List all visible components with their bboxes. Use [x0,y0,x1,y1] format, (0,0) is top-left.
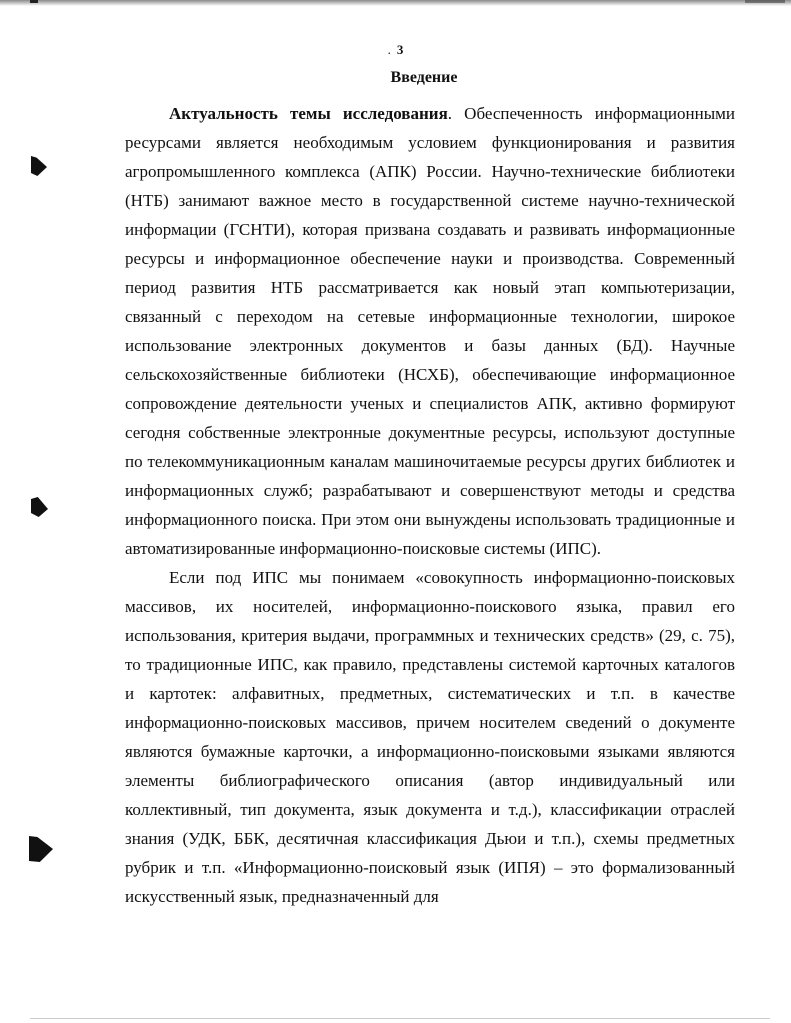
body-text [125,99,735,911]
punch-mark-icon [31,497,48,517]
punch-mark-icon [31,156,47,176]
punch-mark-icon [29,836,53,862]
paragraph-ips-definition: Если под ИПС мы понимаем «совокупность информационно-поисковых массивов, их носителей, информационно-поискового языка, правил его использования, критерия выдачи, программных и технических средств» (29, с. 75), то традиционные ИПС, как правило, представлены системой карточных каталогов и картотек: алфавитных, предметных, систематических и т.п. в качестве информационно-поисковых массивов, причем носителем сведений о документе являются бумажные карточки, а информационно-поисковыми языками являются элементы библиографического описания (автор индивидуальный или коллективный, тип документа, язык документа и т.д.), классификации отраслей знания (УДК, ББК, десятичная классификация Дьюи и т.п.), схемы предметных рубрик и т.п. «Информационно-поисковый язык (ИПЯ) – это формализованный искусственный язык, предназначенный для [125,568,735,906]
paragraph-lead: Актуальность темы исследования [169,104,448,123]
scan-bottom-line [30,1018,770,1019]
page-title: Введение [390,69,458,86]
scan-top-edge [0,0,791,6]
paragraph-relevance-text: . Обеспеченность информационными ресурсами является необходимым условием функционирования и развития агропромышленного комплекса (АПК) России. Научно-технические библиотеки (НТБ) занимают важное место в государственной системе научно-технической информации (ГСНТИ), которая призвана создавать и развивать информационные ресурсы и информационное обеспечение науки и производства. Современный период развития НТБ рассматривается как новый этап компьютеризации, связанный с переходом на сетевые информационные технологии, широкое использование электронных документов и базы данных (БД). Научные сельскохозяйственные библиотеки (НСХБ), обеспечивающие информационное сопровождение деятельности ученых и специалистов АПК, активно формируют сегодня собственные электронные документные ресурсы, используют доступные по телекоммуникационным каналам машиночитаемые ресурсы других библиотек и информационных служб; разрабатывают и совершенствуют методы и средства информационного поиска. При этом они вынуждены использовать традиционные и автоматизированные информационно-поисковые системы (ИПС). [125,104,735,558]
paragraph-relevance [125,99,735,563]
page-number [0,42,791,58]
scan-mark-left [30,0,38,3]
page-number-dot: . [387,42,391,57]
page-number-value: 3 [396,42,404,57]
scan-mark-right [745,0,785,3]
